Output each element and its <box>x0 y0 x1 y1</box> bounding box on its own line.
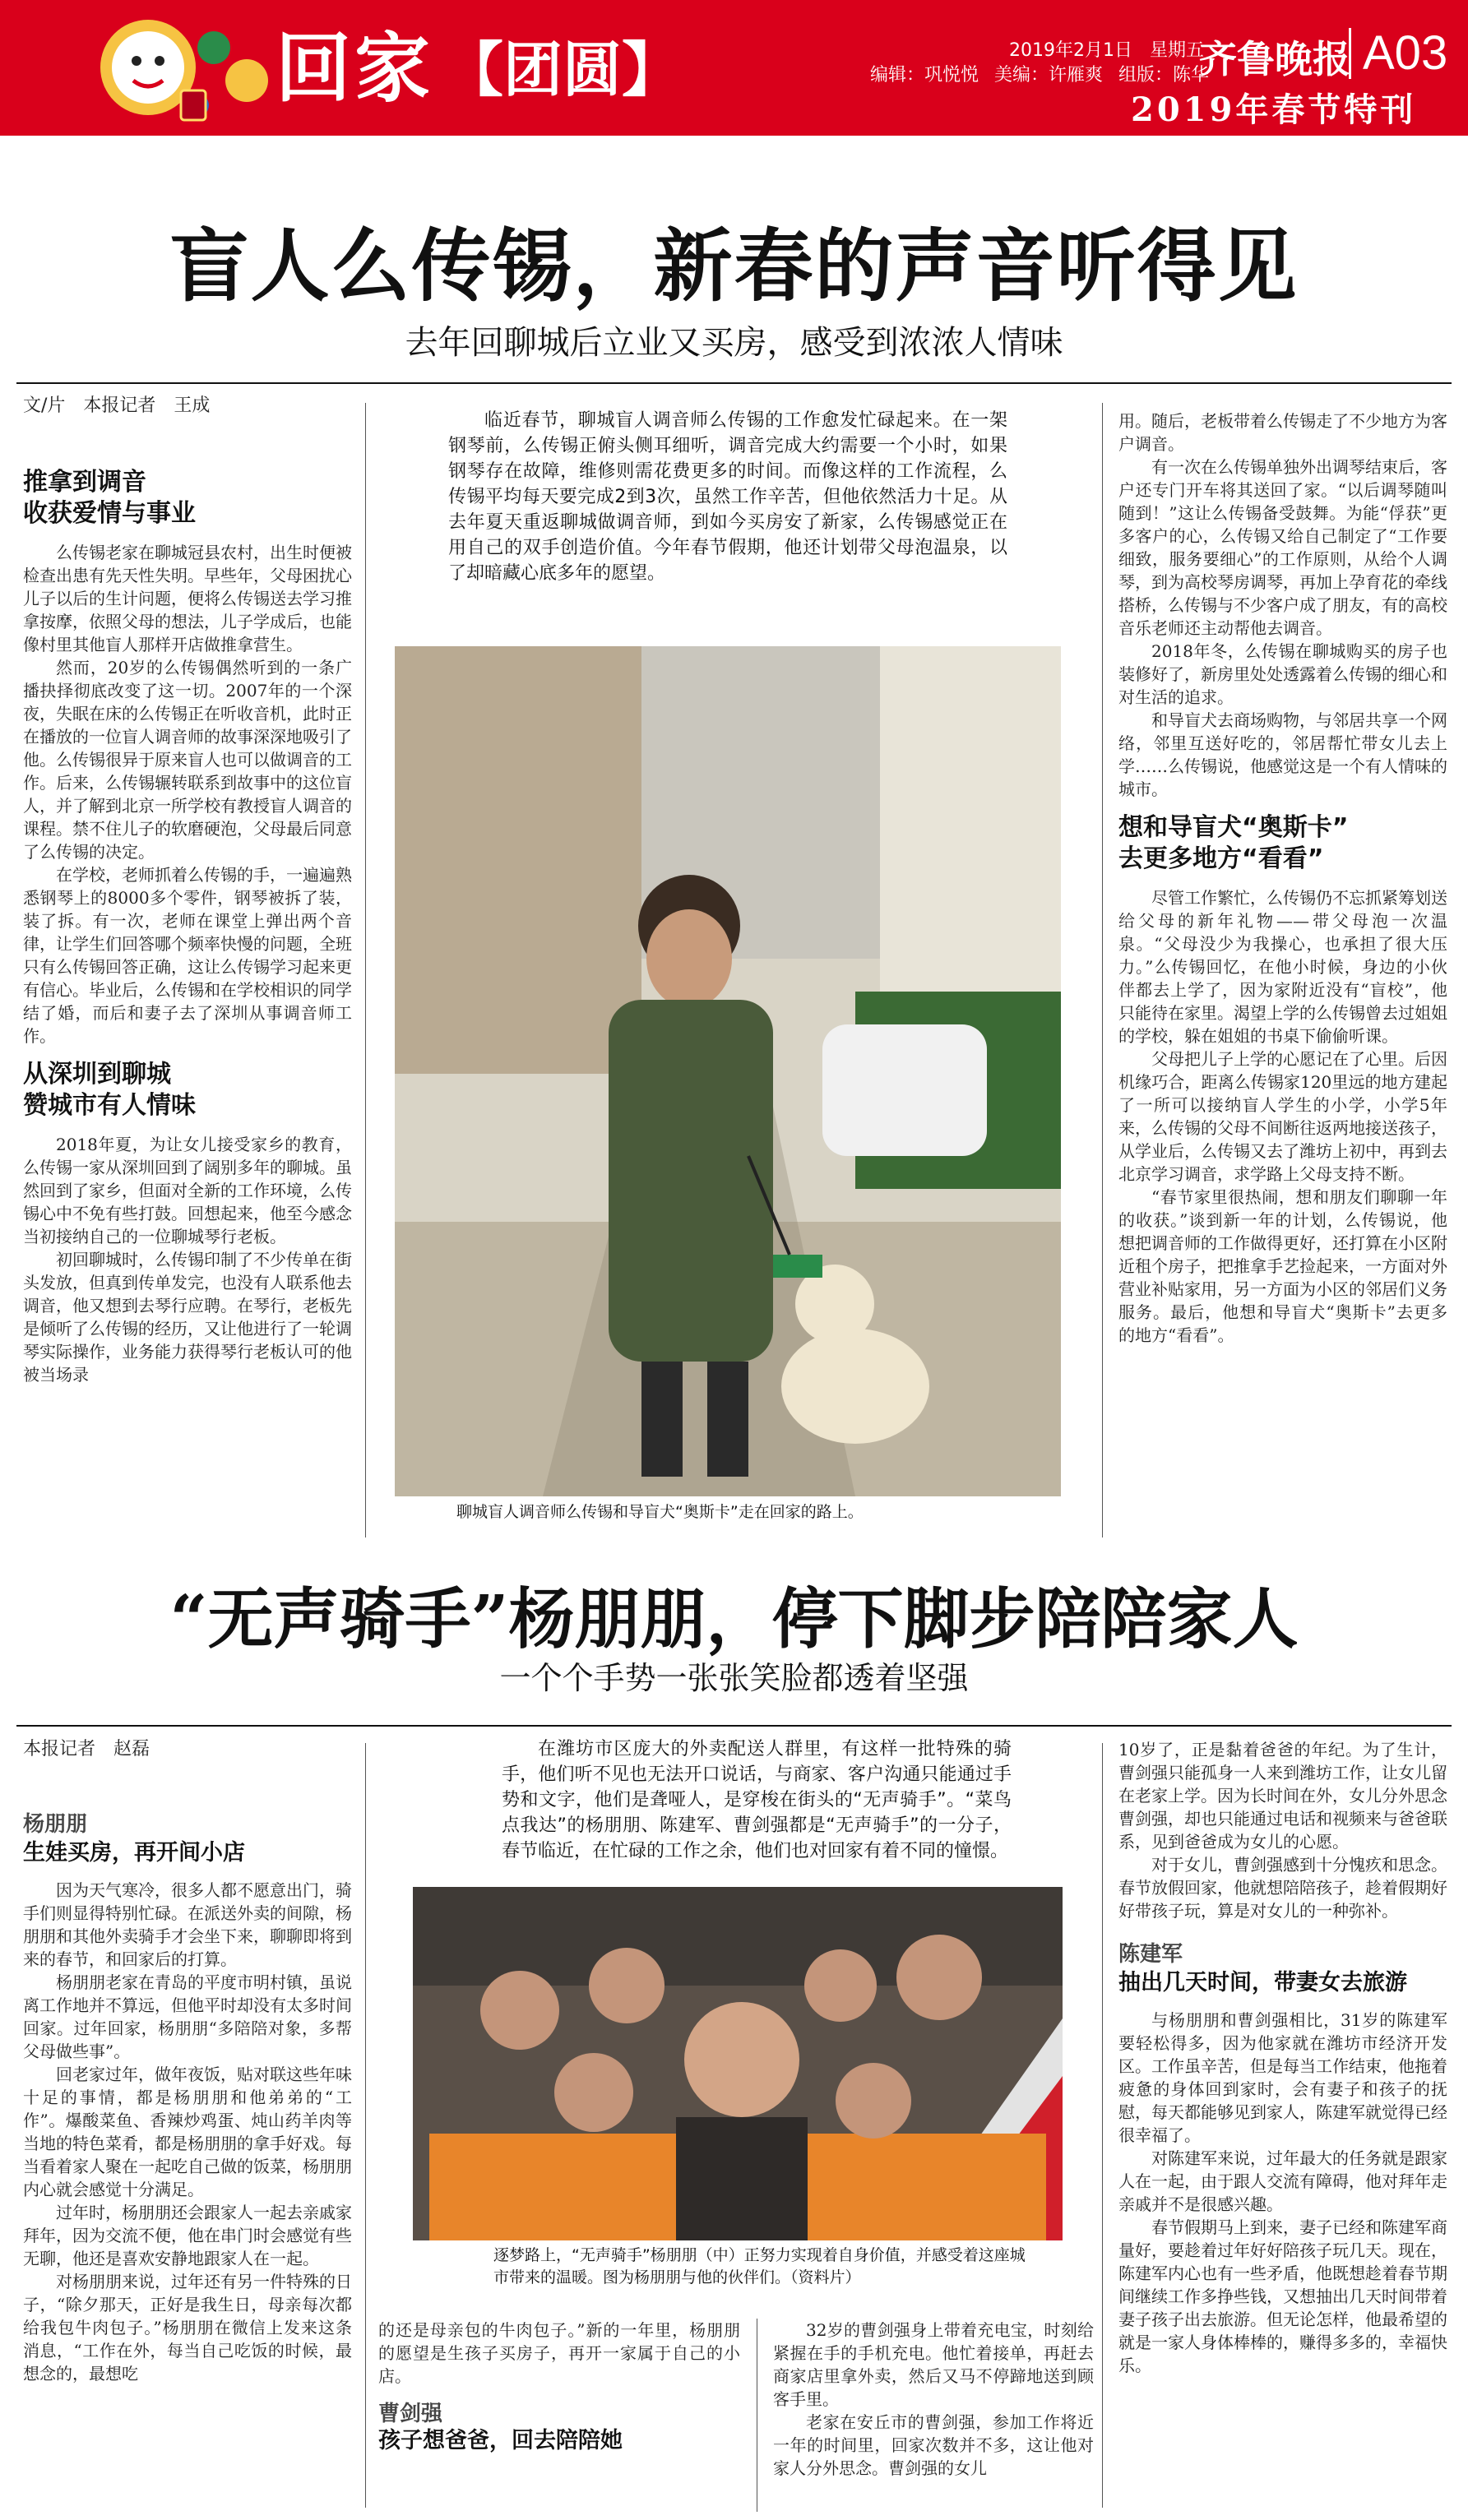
divider <box>16 382 1452 384</box>
page-number: A03 <box>1349 28 1447 79</box>
story2-bottom-col1 <box>378 2319 740 2457</box>
story2-left-column <box>23 1807 352 2385</box>
paragraph: 过年时，杨朋朋还会跟家人一起去亲戚家拜年，因为交流不便，他在串门时会感觉有些无聊，他还是喜欢安静地跟家人在一起。 <box>23 2203 352 2268</box>
column-divider <box>1102 1743 1103 2508</box>
story2-subhead: 一个个手势一张张笑脸都透着坚强 <box>499 1660 969 1696</box>
designer-credit: 美编：许雁爽 <box>994 65 1104 86</box>
story1-right-column <box>1118 409 1447 1347</box>
story2-right-body2 <box>1118 2009 1447 2377</box>
story1-left-body1 <box>23 541 352 1047</box>
story2-right-body1 <box>1118 1738 1447 1922</box>
paragraph: 对陈建军来说，过年最大的任务就是跟家人在一起，由于跟人交流有障碍，他对拜年走亲戚并不是很感兴趣。 <box>1118 2148 1447 2214</box>
paragraph: 的还是母亲包的牛肉包子。”新的一年里，杨朋朋的愿望是生孩子买房子，再开一家属于自己的小店。 <box>378 2320 740 2386</box>
newspaper-logo: 齐鲁晚报 <box>1199 37 1350 81</box>
story1-headline: 盲人么传锡，新春的声音听得见 <box>169 220 1299 312</box>
paragraph: 2018年夏，为让女儿接受家乡的教育，么传锡一家从深圳回到了阔别多年的聊城。虽然回到了家乡，但面对全新的工作环境，么传锡心中不免有些打鼓。回想起来，他至今感念当初接纳自己的一位聊城琴行老板。 <box>23 1135 352 1246</box>
story2-left-heading: 生娃买房，再开间小店 <box>23 1840 245 1866</box>
paragraph: 在学校，老师抓着么传锡的手，一遍遍熟悉钢琴上的8000多个零件，钢琴被拆了装，装了拆。有一次，老师在课堂上弹出两个音律，让学生们回答哪个频率快慢的问题，全班只有么传锡回答正确，这让么传锡学习起来更有信心。毕业后，么传锡和在学校相识的同学结了婚，而后和妻子去了深圳从事调音师工作。 <box>23 865 352 1046</box>
story1-byline: 文/片 本报记者 王成 <box>23 395 211 416</box>
special-edition-label: 2019年春节特刊 <box>1131 90 1417 129</box>
layout-credit: 组版：陈华 <box>1118 65 1210 86</box>
festival-mascot-icon <box>90 8 288 132</box>
paragraph: “春节家里很热闹，想和朋友们聊聊一年的收获。”谈到新一年的计划，么传锡说，他想把调音师的工作做得更好，还打算在小区附近租个房子，把推拿手艺捡起来，一方面对外营业补贴家用，另一方面为小区的邻居们义务服务。最后，他想和导盲犬“奥斯卡”去更多的地方“看看”。 <box>1118 1187 1447 1345</box>
paragraph: 然而，20岁的么传锡偶然听到的一条广播抉择彻底改变了这一切。2007年的一个深夜，失眠在床的么传锡正在听收音机，此时正在播放的一位盲人调音师的故事深深地吸引了他。么传锡很异于原来盲人也可以做调音的工作。后来，么传锡辗转联系到故事中的这位盲人，并了解到北京一所学校有教授盲人调音的课程。禁不住儿子的软磨硬泡，父母最后同意了么传锡的决定。 <box>23 658 352 862</box>
issue-weekday: 星期五 <box>1149 40 1204 61</box>
paragraph: 用。随后，老板带着么传锡走了不少地方为客户调音。 <box>1118 411 1447 454</box>
story1-lead: 临近春节，聊城盲人调音师么传锡的工作愈发忙碌起来。在一架钢琴前，么传锡正俯头侧耳细听，调音完成大约需要一个小时，如果钢琴存在故障，维修则需花费更多的时间。而像这样的工作流程，么传锡平均每天要完成2到3次，虽然工作辛苦，但他依然活力十足。从去年夏天重返聊城做调音师，到如今买房安了新家，么传锡感觉正在用自己的双手创造价值。今年春节假期，他还计划带父母泡温泉，以了却暗藏心底多年的愿望。 <box>448 410 1007 584</box>
story2-right-name: 陈建军 <box>1118 1942 1183 1967</box>
paragraph: 和导盲犬去商场购物，与邻居共享一个网络，邻里互送好吃的，邻居帮忙带女儿去上学……么传锡说，他感觉这是一个有人情味的城市。 <box>1118 710 1447 799</box>
story1-left-body2 <box>23 1133 352 1386</box>
story1-photo <box>395 646 1061 1496</box>
story2-bottom-col2 <box>773 2319 1094 2480</box>
paragraph: 春节假期马上到来，妻子已经和陈建军商量好，要趁着过年好好陪孩子玩几天。现在，陈建军内心也有一些矛盾，他既想趁着春节期间继续工作多挣些钱，又想抽出几天时间带着妻子孩子出去旅游。但无论怎样，他最希望的就是一家人身体棒棒的，赚得多多的，幸福快乐。 <box>1118 2217 1447 2375</box>
paragraph: 10岁了，正是黏着爸爸的年纪。为了生计，曹剑强只能孤身一人来到潍坊工作，让女儿留在老家上学。因为长时间在外，女儿分外思念曹剑强，却也只能通过电话和视频来与爸爸联系，见到爸爸成为女儿的心愿。 <box>1118 1740 1447 1852</box>
story1-left-column <box>23 467 352 1386</box>
story1-left-heading2: 从深圳到聊城 赞城市有人情味 <box>23 1060 196 1120</box>
story1-right-heading: 想和导盲犬“奥斯卡” 去更多地方“看看” <box>1118 813 1349 873</box>
paragraph: 32岁的曹剑强身上带着充电宝，时刻给紧握在手的手机充电。他忙着接单，再赶去商家店里拿外卖，然后又马不停蹄地送到顾客手里。 <box>773 2320 1094 2409</box>
story2-left-body <box>23 1879 352 2385</box>
issue-date: 2019年2月1日 <box>1009 40 1132 61</box>
story2-photo-caption: 逐梦路上，“无声骑手”杨朋朋（中）正努力实现着自身价值，并感受着这座城市带来的温暖。图为杨朋朋与他的伙伴们。（资料片） <box>493 2246 1026 2286</box>
column-divider <box>365 1743 366 2508</box>
paragraph: 父母把儿子上学的心愿记在了心里。后因机缘巧合，距离么传锡家120里远的地方建起了一所可以接纳盲人学生的小学，小学5年来，么传锡的父母不间断往返两地接送孩子，从学业后，么传锡又去了潍坊上初中，再到去北京学习调音，求学路上父母支持不断。 <box>1118 1049 1447 1184</box>
story1-right-body2 <box>1118 886 1447 1347</box>
story2-headline: “无声骑手”杨朋朋，停下脚步陪陪家人 <box>169 1580 1299 1658</box>
divider <box>16 1725 1452 1727</box>
story2-photo <box>413 1887 1063 2240</box>
staff-credits <box>870 61 1219 86</box>
paragraph: 对于女儿，曹剑强感到十分愧疚和思念。春节放假回家，他就想陪陪孩子，趁着假期好好带孩子玩，算是对女儿的一种弥补。 <box>1118 1855 1447 1921</box>
section-subtitle: 【团圆】 <box>444 35 682 104</box>
paragraph: 么传锡老家在聊城冠县农村，出生时便被检查出患有先天性失明。早些年，父母困扰心儿子以后的生计问题，便将么传锡送去学习推拿按摩，依照父母的想法，儿子学成后，也能像村里其他盲人那样开店做推拿营生。 <box>23 543 352 654</box>
column-divider <box>1102 403 1103 1537</box>
story1-subhead: 去年回聊城后立业又买房，感受到浓浓人情味 <box>405 324 1063 362</box>
paragraph: 回老家过年，做年夜饭，贴对联这些年味十足的事情，都是杨朋朋和他弟弟的“工作”。爆酸菜鱼、香辣炒鸡蛋、炖山药羊肉等当地的特色菜肴，都是杨朋朋的拿手好戏。每当看着家人聚在一起吃自己做的饭菜，杨朋朋内心就会感觉十分满足。 <box>23 2065 352 2199</box>
editor-credit: 编辑：巩悦悦 <box>870 65 979 86</box>
paragraph: 尽管工作繁忙，么传锡仍不忘抓紧筹划送给父母的新年礼物——带父母泡一次温泉。“父母没少为我操心，也承担了很大压力。”么传锡回忆，在他小时候，身边的小伙伴都去上学了，因为家附近没有“盲校”，他只能待在家里。渴望上学的么传锡曾去过姐姐的学校，躲在姐姐的书桌下偷偷听课。 <box>1118 888 1447 1046</box>
story2-right-heading: 抽出几天时间，带妻女去旅游 <box>1118 1970 1407 1995</box>
paragraph: 初回聊城时，么传锡印制了不少传单在街头发放，但真到传单发完，也没有人联系他去调音，他又想到去琴行应聘。在琴行，老板先是倾听了么传锡的经历，又让他进行了一轮调琴实际操作，业务能力获得琴行老板认可的他被当场录 <box>23 1250 352 1385</box>
story2-lead: 在潍坊市区庞大的外卖配送人群里，有这样一批特殊的骑手，他们听不见也无法开口说话，与商家、客户沟通只能通过手势和文字，他们是聋哑人，是穿梭在街头的“无声骑手”。“菜鸟点我达”的杨朋朋、陈建军、曹剑强都是“无声骑手”的一分子，春节临近，在忙碌的工作之余，他们也对回家有着不同的憧憬。 <box>502 1739 1012 1861</box>
story2-byline: 本报记者 赵磊 <box>23 1739 151 1759</box>
story1-right-body1 <box>1118 409 1447 801</box>
paragraph: 与杨朋朋和曹剑强相比，31岁的陈建军要轻松得多，因为他家就在潍坊市经济开发区。工作虽辛苦，但是每当工作结束，他拖着疲惫的身体回到家时，会有妻子和孩子的抚慰，每天都能够见到家人，陈建军就觉得已经很幸福了。 <box>1118 2010 1447 2145</box>
paragraph: 杨朋朋老家在青岛的平度市明村镇，虽说离工作地并不算远，但他平时却没有太多时间回家。过年回家，杨朋朋“多陪陪对象，多帮父母做些事”。 <box>23 1972 352 2061</box>
story2-left-name: 杨朋朋 <box>23 1812 88 1837</box>
paragraph: 有一次在么传锡单独外出调琴结束后，客户还专门开车将其送回了家。“以后调琴随叫随到！”这让么传锡备受鼓舞。为能“俘获”更多客户的心，么传锡又给自己制定了“工作要细致，服务要细心”的工作原则，从给个人调琴，到为高校琴房调琴，再加上孕育花的牵线搭桥，么传锡与不少客户成了朋友，有的高校音乐老师还主动帮他去调音。 <box>1118 457 1447 638</box>
section-title: 回家 <box>276 24 434 113</box>
story2-right-column <box>1118 1738 1447 2377</box>
column-divider <box>365 403 366 1537</box>
story2-bottom-name: 曹剑强 <box>378 2402 443 2426</box>
issue-date-line <box>1009 36 1204 62</box>
story1-photo-caption: 聊城盲人调音师么传锡和导盲犬“奥斯卡”走在回家的路上。 <box>456 1503 864 1521</box>
story2-bottom-heading: 孩子想爸爸，回去陪陪她 <box>378 2428 623 2453</box>
story1-left-heading1: 推拿到调音 收获爱情与事业 <box>23 468 196 528</box>
paragraph: 老家在安丘市的曹剑强，参加工作将近一年的时间里，回家次数并不多，这让他对家人分外思念。曹剑强的女儿 <box>773 2412 1094 2478</box>
paragraph: 2018年冬，么传锡在聊城购买的房子也装修好了，新房里处处透露着么传锡的细心和对生活的追求。 <box>1118 641 1447 707</box>
paragraph: 因为天气寒冷，很多人都不愿意出门，骑手们则显得特别忙碌。在派送外卖的间隙，杨朋朋和其他外卖骑手才会坐下来，聊聊即将到来的春节，和回家后的打算。 <box>23 1880 352 1969</box>
paragraph: 对杨朋朋来说，过年还有另一件特殊的日子，“除夕那天，正好是我生日，母亲每次都给我包牛肉包子。”杨朋朋在微信上发来这条消息，“工作在外，每当自己吃饭的时候，最想念的，最想吃 <box>23 2272 352 2384</box>
